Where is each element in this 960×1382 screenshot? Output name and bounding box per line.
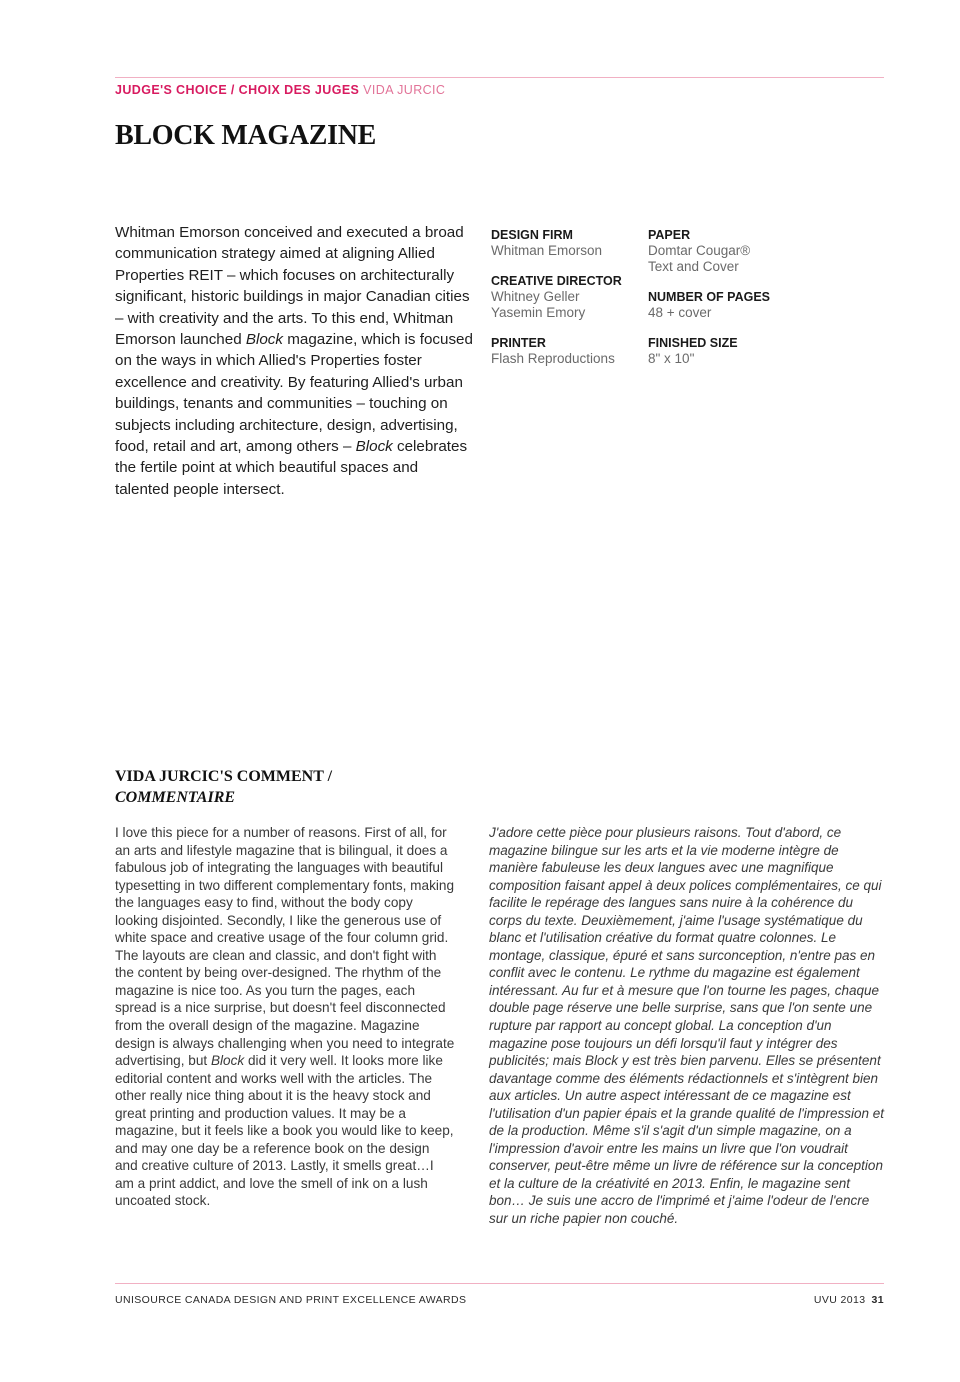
credits-column-2 [648,227,848,381]
comment-french: J'adore cette pièce pour plusieurs raisons. Tout d'abord, ce magazine bilingue sur les arts et la vie moderne intègre de manière fabuleuse les deux langues avec une magnifique composition faisant appel à deux polices complémentaires, ce qui facilite le repérage des langues sans nuire à la cohérence du corps du texte. Deuxièmement, j'aime l'usage systématique du blanc et l'utilisation créative du format quatre colonnes. Le montage, classique, épuré et sans surconception, n'entre pas en conflit avec le contenu. Le rythme du magazine est également intéressant. Au fur et à mesure que l'on tourne les pages, chaque double page réserve une belle surprise, sans que l'on sente une rupture par rapport au concept global. La conception d'un magazine pose toujours un défi lorsqu'il faut y intégrer des publicités; mais Block y est très bien parvenu. Elles se présentent davantage comme des éléments rédactionnels et s'intègrent bien aux articles. Un autre aspect intéressant de ce magazine est l'utilisation d'un papier épais et la grande qualité de l'impression et de la production. Même s'il s'agit d'un simple magazine, on a l'impression d'avoir entre les mains un livre que l'on voudrait conserver, peut-être même un livre de référence sur la conception et la culture de la créativité en 2013. Enfin, le magazine sent bon… Je suis une accro de l'imprimé et j'aime l'odeur de l'encre sur un riche papier non couché. [489,825,884,1227]
category-label: JUDGE'S CHOICE / CHOIX DES JUGES [115,83,360,97]
spec-design-firm: DESIGN FIRM Whitman Emorson [491,228,603,258]
spec-paper: PAPER Domtar Cougar® Text and Cover [648,228,751,274]
footer-awards-title: UNISOURCE CANADA DESIGN AND PRINT EXCELLENCE AWARDS [115,1294,467,1306]
credits-column-1 [491,227,641,381]
footer-page-info [814,1294,884,1306]
spec-number-of-pages: NUMBER OF PAGES 48 + cover [648,290,770,320]
spec-finished-size: FINISHED SIZE 8" x 10" [648,336,738,366]
comment-heading: VIDA JURCIC'S COMMENT / COMMENTAIRE [115,768,333,806]
judge-name: VIDA JURCIC [363,83,446,97]
bottom-rule [115,1283,884,1284]
page-number: 31 [871,1294,884,1306]
intro-paragraph: Whitman Emorson conceived and executed a broad communication strategy aimed at aligning Allied Properties REIT – which focuses on architecturally significant, historic buildings in major Canadian cities – with creativity and the arts. To this end, Whitman Emorson launched Block magazine, which is focused on the ways in which Allied's Properties foster excellence and creativity. By featuring Allied's urban buildings, tenants and communities – touching on subjects including architecture, design, advertising, food, retail and art, among others – Block celebrates the fertile point at which beautiful spaces and talented people intersect. [115,224,473,498]
top-rule [115,77,884,78]
page-title: BLOCK MAGAZINE [115,120,377,151]
footer-publication: UVU 2013 [813,1294,866,1306]
spec-printer: PRINTER Flash Reproductions [491,336,615,366]
spec-creative-director: CREATIVE DIRECTOR Whitney Geller Yasemin Emory [491,274,622,320]
section-header [115,83,445,97]
comment-english: I love this piece for a number of reasons. First of all, for an arts and lifestyle magazine that is bilingual, it does a fabulous job of integrating the languages with beautiful typesetting in two different complementary fonts, making the languages easy to find, without the body copy looking disjointed. Secondly, I like the generous use of white space and creative usage of the four column grid. The layouts are clean and classic, and don't fight with the content by being over-designed. The rhythm of the magazine is nice too. As you turn the pages, each spread is a nice surprise, but doesn't feel disconnected from the overall design of the magazine. Magazine design is always challenging when you need to integrate advertising, but Block did it very well. It looks more like editorial content and works well with the articles. The other really nice thing about it is the heavy stock and great printing and production values. It may be a magazine, but it feels like a book you would like to keep, and may one day be a reference book on the design and creative culture of 2013. Lastly, it smells great…I am a print addict, and love the smell of ink on a lush uncoated stock. [115,825,455,1209]
